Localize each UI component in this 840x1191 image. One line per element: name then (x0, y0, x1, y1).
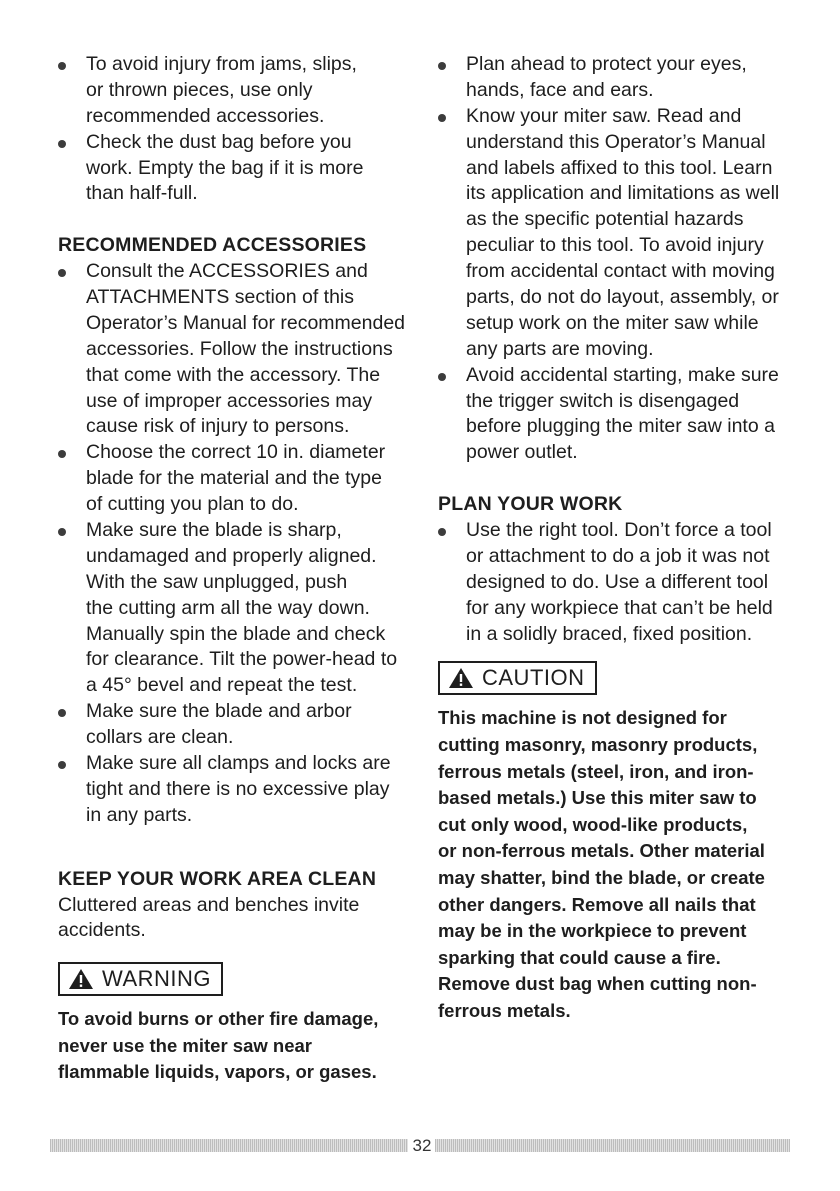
list-item-line (438, 259, 788, 285)
bullet-item-line (58, 699, 410, 725)
line-text: collars are clean. (86, 726, 234, 749)
line-text: understand this Operator’s Manual (466, 130, 766, 153)
bullet-item-line (438, 104, 788, 130)
line-text: Plan ahead to protect your eyes, (466, 53, 747, 75)
line-text: Operator’s Manual for recommended (86, 311, 406, 334)
line-text: recommended accessories. (86, 104, 325, 127)
line-text: To avoid injury from jams, slips, (86, 53, 357, 75)
line-text: Know your miter saw. Read and (466, 104, 742, 127)
bullet-item-line (58, 440, 410, 466)
list-item-line (438, 285, 788, 311)
list-item-line (58, 596, 410, 622)
right-column (438, 52, 788, 1025)
line-text: from accidental contact with moving (466, 260, 775, 283)
list-item-line (58, 285, 410, 311)
warning-text (58, 1006, 410, 1086)
list-item-line (58, 389, 410, 415)
line-text: or attachment to do a job it was not (466, 544, 770, 567)
line-text: its application and limitations as well (466, 182, 780, 205)
list-item-line (58, 544, 410, 570)
text-line: ferrous metals. (438, 1000, 571, 1022)
list-item-line (438, 596, 788, 622)
bullet-item-line (58, 52, 410, 78)
list-item-line (58, 337, 410, 363)
bullet-item-line (438, 363, 788, 389)
text-line: ferrous metals (steel, iron, and iron- (438, 760, 754, 782)
warning-label-text: WARNING (102, 966, 212, 992)
keep-work-area-heading: KEEP YOUR WORK AREA CLEAN (58, 867, 377, 890)
line-text: before plugging the miter saw into a (466, 415, 775, 438)
list-item-line (58, 673, 410, 699)
line-text: blade for the material and the type (86, 467, 382, 490)
line-text: Make sure all clamps and locks are (86, 752, 391, 775)
caution-label (438, 661, 597, 695)
bullet-icon (438, 528, 446, 536)
line-text: use of improper accessories may (86, 389, 373, 412)
list-item-line (58, 622, 410, 648)
line-text: With the saw unplugged, push (86, 570, 348, 593)
line-text: for any workpiece that can’t be held (466, 596, 773, 619)
text-line: may be in the workpiece to prevent (438, 920, 747, 942)
line-text: undamaged and properly aligned. (86, 544, 377, 567)
list-item-line (58, 725, 410, 751)
plan-your-work-heading: PLAN YOUR WORK (438, 493, 623, 516)
line-text: Check the dust bag before you (86, 130, 352, 153)
line-text: the trigger switch is disengaged (466, 389, 740, 412)
line-text: hands, face and ears. (466, 78, 654, 101)
line-text: any parts are moving. (466, 337, 654, 360)
bullet-icon (438, 114, 446, 122)
footer-band-left (50, 1139, 408, 1152)
plan-your-work-list (438, 518, 788, 647)
list-item-line (58, 466, 410, 492)
line-text: work. Empty the bag if it is more (86, 156, 364, 179)
bullet-icon (58, 761, 66, 769)
line-text: designed to do. Use a different tool (466, 570, 769, 593)
line-text: setup work on the miter saw while (466, 311, 759, 334)
line-text: Make sure the blade is sharp, (86, 519, 342, 542)
list-item-line (438, 337, 788, 363)
line-text: in a solidly braced, fixed position. (466, 622, 753, 645)
line-text: power outlet. (466, 441, 578, 464)
list-item-line (438, 622, 788, 648)
footer-band-right (435, 1139, 790, 1152)
caution-text (438, 705, 788, 1024)
line-text: peculiar to this tool. To avoid injury (466, 234, 764, 257)
line-text: Make sure the blade and arbor (86, 700, 352, 723)
page-footer (50, 1135, 790, 1157)
list-item-line (438, 207, 788, 233)
text-line: or non-ferrous metals. Other material (438, 840, 765, 862)
left-top-list (58, 52, 410, 207)
line-text: Use the right tool. Don’t force a tool (466, 519, 772, 542)
list-item-line (58, 777, 410, 803)
recommended-accessories-list (58, 259, 410, 829)
keep-work-area-text (58, 893, 410, 945)
bullet-item-line (58, 518, 410, 544)
line-text: than half-full. (86, 182, 198, 205)
bullet-icon (58, 450, 66, 458)
text-line: other dangers. Remove all nails that (438, 893, 756, 915)
list-item-line (58, 570, 410, 596)
list-item-line (438, 414, 788, 440)
bullet-icon (58, 528, 66, 536)
line-text: as the specific potential hazards (466, 208, 744, 231)
text-line: To avoid burns or other fire damage, (58, 1008, 379, 1030)
line-text: a 45° bevel and repeat the test. (86, 674, 358, 697)
caution-label-text: CAUTION (482, 665, 585, 691)
line-text: tight and there is no excessive play (86, 777, 390, 800)
line-text: and labels affixed to this tool. Learn (466, 156, 773, 179)
line-text: parts, do not do layout, assembly, or (466, 286, 779, 309)
list-item-line (438, 130, 788, 156)
line-text: for clearance. Tilt the power-head to (86, 648, 398, 671)
list-item-line (58, 803, 410, 829)
list-item-line (438, 440, 788, 466)
line-text: Choose the correct 10 in. diameter (86, 441, 386, 464)
text-line: Cluttered areas and benches invite (58, 893, 360, 916)
list-item-line (58, 414, 410, 440)
list-item-line (58, 78, 410, 104)
list-item-line (58, 181, 410, 207)
bullet-icon (438, 373, 446, 381)
line-text: cause risk of injury to persons. (86, 415, 350, 438)
bullet-item-line (438, 518, 788, 544)
text-line: sparking that could cause a fire. (438, 946, 721, 968)
list-item-line (58, 363, 410, 389)
list-item-line (58, 492, 410, 518)
line-text: in any parts. (86, 803, 193, 826)
warning-label (58, 962, 223, 996)
bullet-item-line (58, 751, 410, 777)
warning-triangle-icon (448, 667, 474, 689)
text-line: accidents. (58, 919, 146, 942)
list-item-line (58, 647, 410, 673)
page-number: 32 (412, 1136, 432, 1155)
list-item-line (438, 311, 788, 337)
line-text: that come with the accessory. The (86, 363, 381, 386)
text-line: never use the miter saw near (58, 1034, 312, 1056)
line-text: or thrown pieces, use only (86, 78, 313, 101)
bullet-icon (58, 140, 66, 148)
list-item-line (438, 181, 788, 207)
line-text: ATTACHMENTS section of this (86, 286, 355, 309)
list-item-line (438, 544, 788, 570)
line-text: the cutting arm all the way down. (86, 596, 370, 619)
text-line: cut only wood, wood-like products, (438, 813, 748, 835)
text-line: flammable liquids, vapors, or gases. (58, 1061, 377, 1083)
text-line: may shatter, bind the blade, or create (438, 867, 765, 889)
list-item-line (58, 104, 410, 130)
list-item-line (58, 156, 410, 182)
line-text: Consult the ACCESSORIES and (86, 260, 368, 283)
list-item-line (58, 311, 410, 337)
line-text: Manually spin the blade and check (86, 622, 386, 645)
list-item-line (438, 389, 788, 415)
list-item-line (438, 570, 788, 596)
line-text: accessories. Follow the instructions (86, 337, 393, 360)
text-line: cutting masonry, masonry products, (438, 734, 758, 756)
text-line: based metals.) Use this miter saw to (438, 787, 757, 809)
warning-triangle-icon (68, 968, 94, 990)
bullet-icon (58, 62, 66, 70)
text-line: This machine is not designed for (438, 707, 727, 729)
list-item-line (438, 233, 788, 259)
line-text: Avoid accidental starting, make sure (466, 363, 779, 386)
bullet-item-line (438, 52, 788, 78)
bullet-icon (58, 709, 66, 717)
left-column (58, 52, 410, 1086)
bullet-item-line (58, 259, 410, 285)
text-line: Remove dust bag when cutting non- (438, 973, 757, 995)
recommended-accessories-heading: RECOMMENDED ACCESSORIES (58, 234, 367, 257)
list-item-line (438, 156, 788, 182)
bullet-icon (58, 269, 66, 277)
list-item-line (438, 78, 788, 104)
line-text: of cutting you plan to do. (86, 493, 299, 516)
bullet-icon (438, 62, 446, 70)
right-top-list (438, 52, 788, 466)
bullet-item-line (58, 130, 410, 156)
